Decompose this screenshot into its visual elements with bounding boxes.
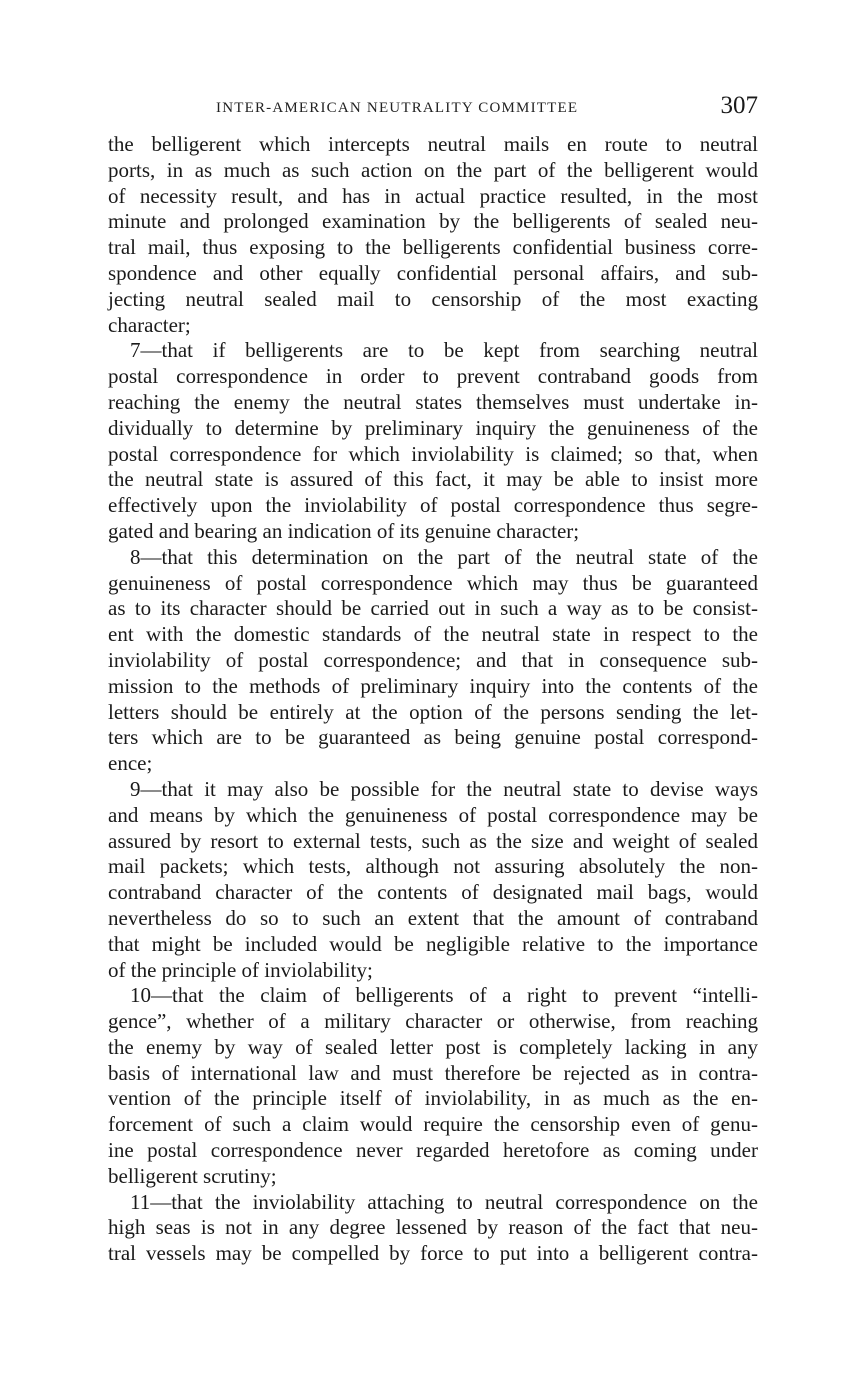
text-line: mail packets; which tests, although not assuring absolutely the non- [108,854,758,879]
paragraph-continuation [86,132,758,338]
text-line: 9—that it may also be possible for the neutral state to devise ways [130,776,758,801]
text-line: postal correspondence for which inviolability is claimed; so that, when [108,441,758,466]
paragraph-item-8 [86,545,758,777]
text-line: postal correspondence in order to prevent contraband goods from [108,364,758,389]
text-line: as to its character should be carried out in such a way as to be consist- [108,596,758,621]
text-line: jecting neutral sealed mail to censorship of the most exacting [108,286,758,311]
text-line: ence; [108,751,153,776]
text-line: 11—that the inviolability attaching to neutral correspondence on the [130,1189,758,1214]
text-line: basis of international law and must therefore be rejected as in contra- [108,1060,758,1085]
text-line: vention of the principle itself of inviolability, in as much as the en- [108,1086,758,1111]
text-line: spondence and other equally confidential personal affairs, and sub- [108,260,758,285]
text-line: dividually to determine by preliminary inquiry the genuineness of the [108,415,758,440]
text-line: ports, in as much as such action on the part of the belligerent would [108,157,758,182]
text-line: character; [108,312,191,337]
text-line: the enemy by way of sealed letter post is completely lacking in any [108,1034,758,1059]
text-line: contraband character of the contents of designated mail bags, would [108,880,758,905]
text-line: the neutral state is assured of this fact, it may be able to insist more [108,467,758,492]
text-line: the belligerent which intercepts neutral mails en route to neutral [108,132,758,156]
text-line: of necessity result, and has in actual practice resulted, in the most [108,183,758,208]
text-line: ters which are to be guaranteed as being genuine postal correspond- [108,725,758,750]
text-line: that might be included would be negligible relative to the importance [108,931,758,956]
page-number: 307 [720,92,758,119]
running-title: INTER-AMERICAN NEUTRALITY COMMITTEE [216,100,579,116]
body-text [86,132,758,1267]
text-line: genuineness of postal correspondence which may thus be guaranteed [108,570,758,595]
text-line: 7—that if belligerents are to be kept from searching neutral [130,338,758,363]
text-line: effectively upon the inviolability of postal correspondence thus segre- [108,493,758,518]
text-line: 10—that the claim of belligerents of a right to prevent “intelli- [130,983,758,1008]
text-line: letters should be entirely at the option of the persons sending the let- [108,699,758,724]
paragraph-item-11 [86,1190,758,1267]
text-line: gence”, whether of a military character or otherwise, from reaching [108,1009,758,1034]
text-line: gated and bearing an indication of its genuine character; [108,518,580,543]
text-line: ine postal correspondence never regarded heretofore as coming under [108,1138,758,1163]
text-line: reaching the enemy the neutral states themselves must undertake in- [108,389,758,414]
paragraph-item-9 [86,777,758,983]
text-line: of the principle of inviolability; [108,957,373,982]
text-line: and means by which the genuineness of postal correspondence may be [108,802,758,827]
text-line: tral mail, thus exposing to the belligerents confidential business corre- [108,235,758,260]
text-line: assured by resort to external tests, such as the size and weight of sealed [108,828,758,853]
text-line: inviolability of postal correspondence; and that in consequence sub- [108,647,758,672]
text-line: forcement of such a claim would require the censorship even of genu- [108,1112,758,1137]
text-line: mission to the methods of preliminary inquiry into the contents of the [108,673,758,698]
running-head [86,92,758,124]
text-line: minute and prolonged examination by the belligerents of sealed neu- [108,209,758,234]
text-line: ent with the domestic standards of the neutral state in respect to the [108,622,758,647]
text-line: tral vessels may be compelled by force to put into a belligerent contra- [108,1241,758,1266]
text-line: nevertheless do so to such an extent that the amount of contraband [108,905,758,930]
paragraph-item-10 [86,983,758,1189]
text-line: belligerent scrutiny; [108,1163,277,1188]
paragraph-item-7 [86,338,758,544]
document-page [86,92,758,1267]
text-line: 8—that this determination on the part of the neutral state of the [130,544,758,569]
text-line: high seas is not in any degree lessened by reason of the fact that neu- [108,1215,758,1240]
